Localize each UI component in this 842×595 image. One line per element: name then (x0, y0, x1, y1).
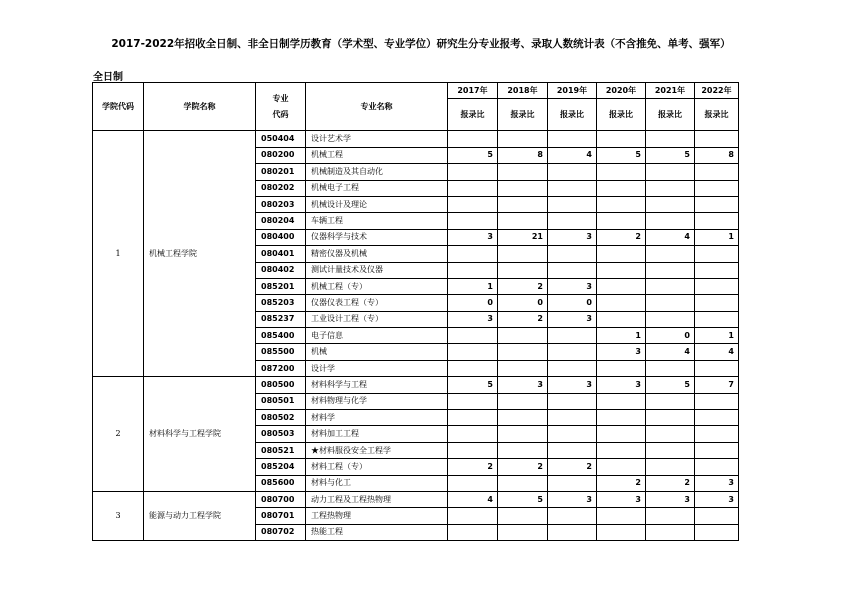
ratio-value-cell (646, 196, 695, 212)
ratio-value-cell: 4 (448, 491, 498, 507)
ratio-value-cell: 4 (695, 344, 739, 360)
major-code-cell: 085500 (256, 344, 306, 360)
header-school-id: 学院代码 (93, 83, 144, 131)
ratio-value-cell: 21 (498, 229, 548, 245)
ratio-value-cell (498, 393, 548, 409)
ratio-value-cell (548, 196, 597, 212)
major-name-cell: 动力工程及工程热物理 (306, 491, 448, 507)
major-code-cell: 080701 (256, 508, 306, 524)
major-name-cell: 机械工程 (306, 147, 448, 163)
ratio-value-cell: 3 (646, 491, 695, 507)
ratio-value-cell (448, 410, 498, 426)
ratio-value-cell (548, 442, 597, 458)
ratio-value-cell (646, 508, 695, 524)
header-ratio: 报录比 (646, 99, 695, 131)
ratio-value-cell: 8 (695, 147, 739, 163)
ratio-value-cell (498, 196, 548, 212)
ratio-value-cell (498, 328, 548, 344)
ratio-value-cell (695, 246, 739, 262)
major-code-cell: 080700 (256, 491, 306, 507)
ratio-value-cell (597, 360, 646, 376)
major-name-cell: ★材料服役安全工程学 (306, 442, 448, 458)
ratio-value-cell: 2 (498, 311, 548, 327)
ratio-value-cell (448, 164, 498, 180)
ratio-value-cell: 2 (498, 459, 548, 475)
header-year: 2021年 (646, 83, 695, 99)
major-name-cell: 仪器仪表工程（专） (306, 295, 448, 311)
ratio-value-cell (597, 262, 646, 278)
page-title: 2017-2022年招收全日制、非全日制学历教育（学术型、专业学位）研究生分专业报考、录取人数统计表（不含推免、单考、强军） (111, 38, 731, 50)
ratio-value-cell (695, 410, 739, 426)
ratio-value-cell (498, 213, 548, 229)
ratio-value-cell (695, 459, 739, 475)
ratio-value-cell (646, 246, 695, 262)
ratio-value-cell (695, 180, 739, 196)
ratio-value-cell: 3 (597, 377, 646, 393)
header-ratio: 报录比 (498, 99, 548, 131)
major-name-cell: 工程热物理 (306, 508, 448, 524)
ratio-value-cell (498, 508, 548, 524)
ratio-value-cell (548, 262, 597, 278)
header-year: 2018年 (498, 83, 548, 99)
major-code-cell: 080521 (256, 442, 306, 458)
ratio-value-cell (597, 295, 646, 311)
major-name-cell: 工业设计工程（专） (306, 311, 448, 327)
ratio-value-cell (448, 213, 498, 229)
ratio-value-cell (695, 213, 739, 229)
major-code-cell: 085400 (256, 328, 306, 344)
major-name-cell: 电子信息 (306, 328, 448, 344)
ratio-value-cell: 4 (646, 229, 695, 245)
header-year: 2020年 (597, 83, 646, 99)
ratio-value-cell: 5 (646, 377, 695, 393)
ratio-value-cell: 1 (695, 328, 739, 344)
ratio-value-cell (498, 442, 548, 458)
school-name-cell: 材料科学与工程学院 (144, 377, 256, 492)
ratio-value-cell (498, 246, 548, 262)
ratio-value-cell (548, 180, 597, 196)
ratio-value-cell: 2 (646, 475, 695, 491)
ratio-value-cell (646, 459, 695, 475)
ratio-value-cell: 3 (597, 344, 646, 360)
ratio-value-cell (597, 393, 646, 409)
ratio-value-cell (448, 393, 498, 409)
ratio-value-cell (695, 164, 739, 180)
ratio-value-cell: 2 (498, 278, 548, 294)
major-code-cell: 050404 (256, 131, 306, 147)
major-code-cell: 080203 (256, 196, 306, 212)
major-name-cell: 测试计量技术及仪器 (306, 262, 448, 278)
ratio-value-cell (597, 410, 646, 426)
ratio-value-cell: 4 (646, 344, 695, 360)
major-name-cell: 设计学 (306, 360, 448, 376)
major-code-cell: 080200 (256, 147, 306, 163)
ratio-value-cell (695, 295, 739, 311)
ratio-value-cell: 0 (548, 295, 597, 311)
header-row-years (93, 83, 739, 99)
ratio-value-cell: 0 (498, 295, 548, 311)
ratio-value-cell (646, 213, 695, 229)
header-ratio: 报录比 (597, 99, 646, 131)
ratio-value-cell: 3 (548, 229, 597, 245)
ratio-value-cell (548, 213, 597, 229)
ratio-value-cell: 5 (448, 147, 498, 163)
header-major-code-line1: 专业 (272, 93, 289, 103)
table-row (93, 491, 739, 507)
ratio-value-cell (498, 426, 548, 442)
section-label: 全日制 (93, 72, 123, 83)
major-name-cell: 材料工程（专） (306, 459, 448, 475)
major-name-cell: 机械设计及理论 (306, 196, 448, 212)
ratio-value-cell: 1 (448, 278, 498, 294)
ratio-value-cell: 5 (448, 377, 498, 393)
ratio-value-cell (597, 164, 646, 180)
major-code-cell: 080201 (256, 164, 306, 180)
ratio-value-cell: 1 (695, 229, 739, 245)
ratio-value-cell (695, 524, 739, 540)
major-name-cell: 材料与化工 (306, 475, 448, 491)
ratio-value-cell: 5 (597, 147, 646, 163)
ratio-value-cell (498, 164, 548, 180)
ratio-value-cell (498, 344, 548, 360)
ratio-value-cell (646, 393, 695, 409)
ratio-value-cell (646, 164, 695, 180)
major-code-cell: 085203 (256, 295, 306, 311)
major-code-cell: 085600 (256, 475, 306, 491)
ratio-value-cell (646, 262, 695, 278)
major-name-cell: 热能工程 (306, 524, 448, 540)
header-year: 2019年 (548, 83, 597, 99)
ratio-value-cell (646, 524, 695, 540)
major-code-cell: 080401 (256, 246, 306, 262)
ratio-value-cell (646, 360, 695, 376)
ratio-value-cell (448, 475, 498, 491)
ratio-value-cell: 2 (597, 475, 646, 491)
major-code-cell: 080202 (256, 180, 306, 196)
ratio-value-cell (695, 360, 739, 376)
ratio-value-cell (548, 426, 597, 442)
ratio-value-cell (548, 344, 597, 360)
major-name-cell: 机械制造及其自动化 (306, 164, 448, 180)
ratio-value-cell (695, 442, 739, 458)
ratio-value-cell: 3 (695, 491, 739, 507)
ratio-value-cell (498, 524, 548, 540)
major-code-cell: 080503 (256, 426, 306, 442)
ratio-value-cell (448, 262, 498, 278)
header-ratio: 报录比 (548, 99, 597, 131)
ratio-value-cell (597, 508, 646, 524)
major-code-cell: 080702 (256, 524, 306, 540)
major-name-cell: 仪器科学与技术 (306, 229, 448, 245)
ratio-value-cell (448, 196, 498, 212)
ratio-value-cell (646, 180, 695, 196)
ratio-value-cell (498, 360, 548, 376)
school-id-cell: 1 (93, 131, 144, 377)
ratio-value-cell (548, 246, 597, 262)
ratio-value-cell (498, 262, 548, 278)
header-major-name: 专业名称 (306, 83, 448, 131)
header-major-code-line2: 代码 (272, 109, 289, 119)
ratio-value-cell (597, 180, 646, 196)
major-code-cell: 087200 (256, 360, 306, 376)
ratio-value-cell (548, 475, 597, 491)
ratio-value-cell (695, 393, 739, 409)
ratio-value-cell: 0 (448, 295, 498, 311)
ratio-value-cell (597, 131, 646, 147)
major-name-cell: 材料物理与化学 (306, 393, 448, 409)
school-name-cell: 机械工程学院 (144, 131, 256, 377)
major-code-cell: 080204 (256, 213, 306, 229)
ratio-value-cell (646, 442, 695, 458)
ratio-value-cell (597, 246, 646, 262)
major-name-cell: 设计艺术学 (306, 131, 448, 147)
ratio-value-cell (448, 524, 498, 540)
ratio-value-cell (646, 426, 695, 442)
ratio-value-cell (646, 295, 695, 311)
ratio-value-cell (695, 426, 739, 442)
major-name-cell: 材料学 (306, 410, 448, 426)
ratio-value-cell (646, 410, 695, 426)
major-name-cell: 机械工程（专） (306, 278, 448, 294)
major-name-cell: 机械 (306, 344, 448, 360)
ratio-value-cell (597, 442, 646, 458)
header-major-code (256, 83, 306, 131)
ratio-value-cell: 4 (548, 147, 597, 163)
ratio-value-cell: 5 (498, 491, 548, 507)
ratio-value-cell (498, 180, 548, 196)
ratio-value-cell (448, 246, 498, 262)
major-code-cell: 085237 (256, 311, 306, 327)
ratio-value-cell (548, 360, 597, 376)
ratio-value-cell (548, 328, 597, 344)
ratio-value-cell: 7 (695, 377, 739, 393)
ratio-value-cell: 3 (695, 475, 739, 491)
header-year: 2022年 (695, 83, 739, 99)
ratio-value-cell (448, 426, 498, 442)
ratio-value-cell (548, 410, 597, 426)
ratio-value-cell (695, 508, 739, 524)
header-ratio: 报录比 (695, 99, 739, 131)
ratio-value-cell (498, 131, 548, 147)
ratio-value-cell: 2 (548, 459, 597, 475)
ratio-value-cell (695, 262, 739, 278)
ratio-value-cell (646, 278, 695, 294)
table-body (93, 131, 739, 541)
major-code-cell: 080402 (256, 262, 306, 278)
header-ratio: 报录比 (448, 99, 498, 131)
ratio-value-cell (695, 278, 739, 294)
ratio-value-cell (448, 508, 498, 524)
ratio-value-cell (448, 180, 498, 196)
major-code-cell: 085204 (256, 459, 306, 475)
ratio-value-cell: 3 (548, 311, 597, 327)
ratio-value-cell: 3 (498, 377, 548, 393)
major-code-cell: 080501 (256, 393, 306, 409)
major-code-cell: 085201 (256, 278, 306, 294)
ratio-value-cell (646, 311, 695, 327)
table-row (93, 377, 739, 393)
ratio-value-cell (448, 328, 498, 344)
ratio-value-cell (548, 508, 597, 524)
ratio-value-cell (597, 196, 646, 212)
major-code-cell: 080502 (256, 410, 306, 426)
ratio-value-cell (448, 344, 498, 360)
major-name-cell: 材料科学与工程 (306, 377, 448, 393)
ratio-value-cell (548, 393, 597, 409)
ratio-value-cell: 5 (646, 147, 695, 163)
school-name-cell: 能源与动力工程学院 (144, 491, 256, 540)
major-code-cell: 080400 (256, 229, 306, 245)
ratio-value-cell (448, 442, 498, 458)
ratio-value-cell (448, 131, 498, 147)
major-name-cell: 机械电子工程 (306, 180, 448, 196)
ratio-value-cell: 3 (548, 377, 597, 393)
header-year: 2017年 (448, 83, 498, 99)
ratio-value-cell: 3 (548, 278, 597, 294)
ratio-value-cell: 3 (448, 311, 498, 327)
ratio-value-cell: 2 (448, 459, 498, 475)
major-name-cell: 材料加工工程 (306, 426, 448, 442)
ratio-value-cell: 8 (498, 147, 548, 163)
header-school-name: 学院名称 (144, 83, 256, 131)
ratio-value-cell (597, 278, 646, 294)
ratio-value-cell (597, 426, 646, 442)
major-name-cell: 车辆工程 (306, 213, 448, 229)
ratio-value-cell (548, 164, 597, 180)
ratio-value-cell (448, 360, 498, 376)
ratio-value-cell: 0 (646, 328, 695, 344)
ratio-value-cell: 3 (548, 491, 597, 507)
ratio-value-cell (548, 524, 597, 540)
ratio-value-cell (695, 131, 739, 147)
ratio-value-cell (646, 131, 695, 147)
ratio-value-cell (597, 213, 646, 229)
major-code-cell: 080500 (256, 377, 306, 393)
ratio-value-cell (597, 524, 646, 540)
ratio-value-cell: 3 (597, 491, 646, 507)
ratio-value-cell: 1 (597, 328, 646, 344)
ratio-value-cell (498, 475, 548, 491)
ratio-value-cell (597, 459, 646, 475)
table-row (93, 131, 739, 147)
school-id-cell: 3 (93, 491, 144, 540)
ratio-value-cell (695, 311, 739, 327)
ratio-value-cell (597, 311, 646, 327)
ratio-value-cell (695, 196, 739, 212)
statistics-table (92, 82, 739, 541)
ratio-value-cell: 2 (597, 229, 646, 245)
ratio-value-cell (498, 410, 548, 426)
school-id-cell: 2 (93, 377, 144, 492)
major-name-cell: 精密仪器及机械 (306, 246, 448, 262)
ratio-value-cell: 3 (448, 229, 498, 245)
ratio-value-cell (548, 131, 597, 147)
